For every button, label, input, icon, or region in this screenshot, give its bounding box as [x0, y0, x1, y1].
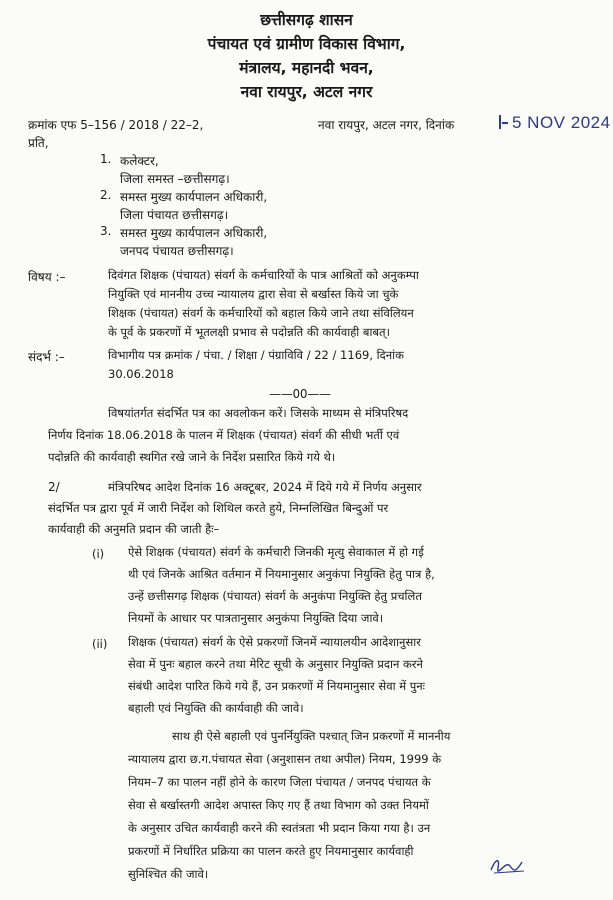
- government-title: छत्तीसगढ़ शासन: [260, 11, 353, 29]
- para3-line-6: प्रकरणों में निर्धारित प्रक्रिया का पालन करते हुए नियमानुसार कार्यवाही: [128, 844, 414, 858]
- recipient-3-line2: जनपद पंचायत छत्तीसगढ़।: [120, 244, 234, 258]
- subject-line-3: शिक्षक (पंचायत) संवर्ग के कर्मचारियों को बहाल किये जाने तथा संविलियन: [108, 306, 414, 320]
- para1-line-2: निर्णय दिनांक 18.06.2018 के पालन में शिक्षक (पंचायत) संवर्ग की सीधी भर्ती एवं: [48, 428, 400, 442]
- point1-line-2: थी एवं जिनके आश्रित वर्तमान में नियमानुसार अनुकंपा नियुक्ति हेतु पात्र है,: [128, 567, 435, 581]
- city-address: नवा रायपुर, अटल नगर: [240, 83, 373, 101]
- recipient-2-line2: जिला पंचायत छत्तीसगढ़।: [120, 208, 229, 222]
- para2-number: 2/: [48, 480, 60, 494]
- recipient-1-line2: जिला समस्त –छत्तीसगढ़।: [120, 172, 230, 186]
- signature-initials: [488, 852, 528, 878]
- point1-line-4: नियमों के आधार पर पात्रतानुसार अनुकंपा नियुक्ति दिया जावे।: [128, 611, 384, 625]
- department-title: पंचायत एवं ग्रामीण विकास विभाग,: [207, 35, 406, 53]
- date-stamp-text: 5 NOV 2024: [512, 113, 611, 132]
- para1-line-1: विषयांतर्गत संदर्भित पत्र का अवलोकन करें। जिसके माध्यम से मंत्रिपरिषद: [108, 406, 409, 420]
- para3-line-4: सेवा से बर्खास्तगी आदेश अपास्त किए गए हैं तथा विभाग को उक्त नियमों: [128, 798, 429, 812]
- separator: ——00——: [269, 387, 332, 401]
- reference-line-2: 30.06.2018: [108, 367, 174, 381]
- para1-line-3: पदोन्नति की कार्यवाही स्थगित रखे जाने के निर्देश प्रसारित किये गये थे।: [48, 450, 336, 464]
- recipient-2-number: 2.: [100, 188, 112, 202]
- para3-line-1: साथ ही ऐसे बहाली एवं पुनर्नियुक्ति पश्चात् जिन प्रकरणों में माननीय: [172, 729, 451, 743]
- subject-label: विषय :–: [28, 270, 66, 284]
- subject-line-4: के पूर्व के प्रकरणों में भूतलक्षी प्रभाव से पदोन्नति की कार्यवाही बाबत्।: [108, 325, 390, 339]
- recipient-2-line1: समस्त मुख्य कार्यपालन अधिकारी,: [120, 190, 268, 204]
- letter-number: क्रमांक एफ 5–156 / 2018 / 22–2,: [28, 118, 204, 132]
- point2-number: (ii): [92, 637, 108, 651]
- para3-line-7: सुनिश्चित की जावे।: [128, 867, 209, 881]
- subject-line-1: दिवंगत शिक्षक (पंचायत) संवर्ग के कर्मचारियों के पात्र आश्रितों को अनुकम्पा: [108, 268, 419, 282]
- recipient-3-number: 3.: [100, 224, 112, 238]
- recipient-1-number: 1.: [100, 152, 112, 166]
- para2-line-2: संदर्भित पत्र द्वारा पूर्व में जारी निर्देश को शिथिल करते हुये, निम्नलिखित बिन्दुओं पर: [48, 501, 389, 515]
- point2-line-3: संबंधी आदेश पारित किये गये हैं, उन प्रकरणों में नियमानुसार सेवा में पुनः: [128, 679, 425, 693]
- point2-line-2: सेवा में पुनः बहाल करने तथा मेरिट सूची के अनुसार नियुक्ति प्रदान करने: [128, 657, 423, 671]
- para2-line-1: मंत्रिपरिषद आदेश दिनांक 16 अक्टूबर, 2024 में दिये गये में निर्णय अनुसार: [108, 480, 422, 494]
- date-stamp: [499, 113, 611, 133]
- para3-line-3: नियम–7 का पालन नहीं होने के कारण जिला पंचायत / जनपद पंचायत के: [128, 775, 431, 789]
- para2-line-3: कार्यवाही की अनुमति प्रदान की जाती हैः–: [48, 522, 220, 536]
- recipient-3-line1: समस्त मुख्य कार्यपालन अधिकारी,: [120, 226, 268, 240]
- place-date-label: नवा रायपुर, अटल नगर, दिनांक: [318, 118, 455, 132]
- recipient-1-line1: कलेक्टर,: [120, 154, 159, 168]
- point1-number: (i): [92, 547, 105, 561]
- point2-line-1: शिक्षक (पंचायत) संवर्ग के ऐसे प्रकरणों जिनमें न्यायालयीन आदेशानुसार: [128, 635, 421, 649]
- subject-line-2: नियुक्ति एवं माननीय उच्च न्यायालय द्वारा सेवा से बर्खास्त किये जा चुके: [108, 287, 399, 301]
- point1-line-3: उन्हें छत्तीसगढ़ शिक्षक (पंचायत) संवर्ग के अनुकंपा नियुक्ति हेतु प्रचलित: [128, 589, 422, 603]
- para3-line-5: के अनुसार उचित कार्यवाही करने की स्वतंत्रता भी प्रदान किया गया है। उन: [128, 821, 431, 835]
- prati-label: प्रति,: [28, 136, 49, 150]
- point2-line-4: बहाली एवं नियुक्ति की कार्यवाही की जावे।: [128, 701, 304, 715]
- ministry-address: मंत्रालय, महानदी भवन,: [239, 59, 374, 77]
- para3-line-2: न्यायालय द्वारा छ.ग.पंचायत सेवा (अनुशासन तथा अपील) नियम, 1999 के: [128, 752, 442, 766]
- point1-line-1: ऐसे शिक्षक (पंचायत) संवर्ग के कर्मचारी जिनकी मृत्यु सेवाकाल में हो गई: [128, 545, 424, 559]
- reference-line-1: विभागीय पत्र क्रमांक / पंचा. / शिक्षा / पंग्राविवि / 22 / 1169, दिनांक: [108, 348, 404, 362]
- reference-label: संदर्भ :–: [28, 350, 65, 364]
